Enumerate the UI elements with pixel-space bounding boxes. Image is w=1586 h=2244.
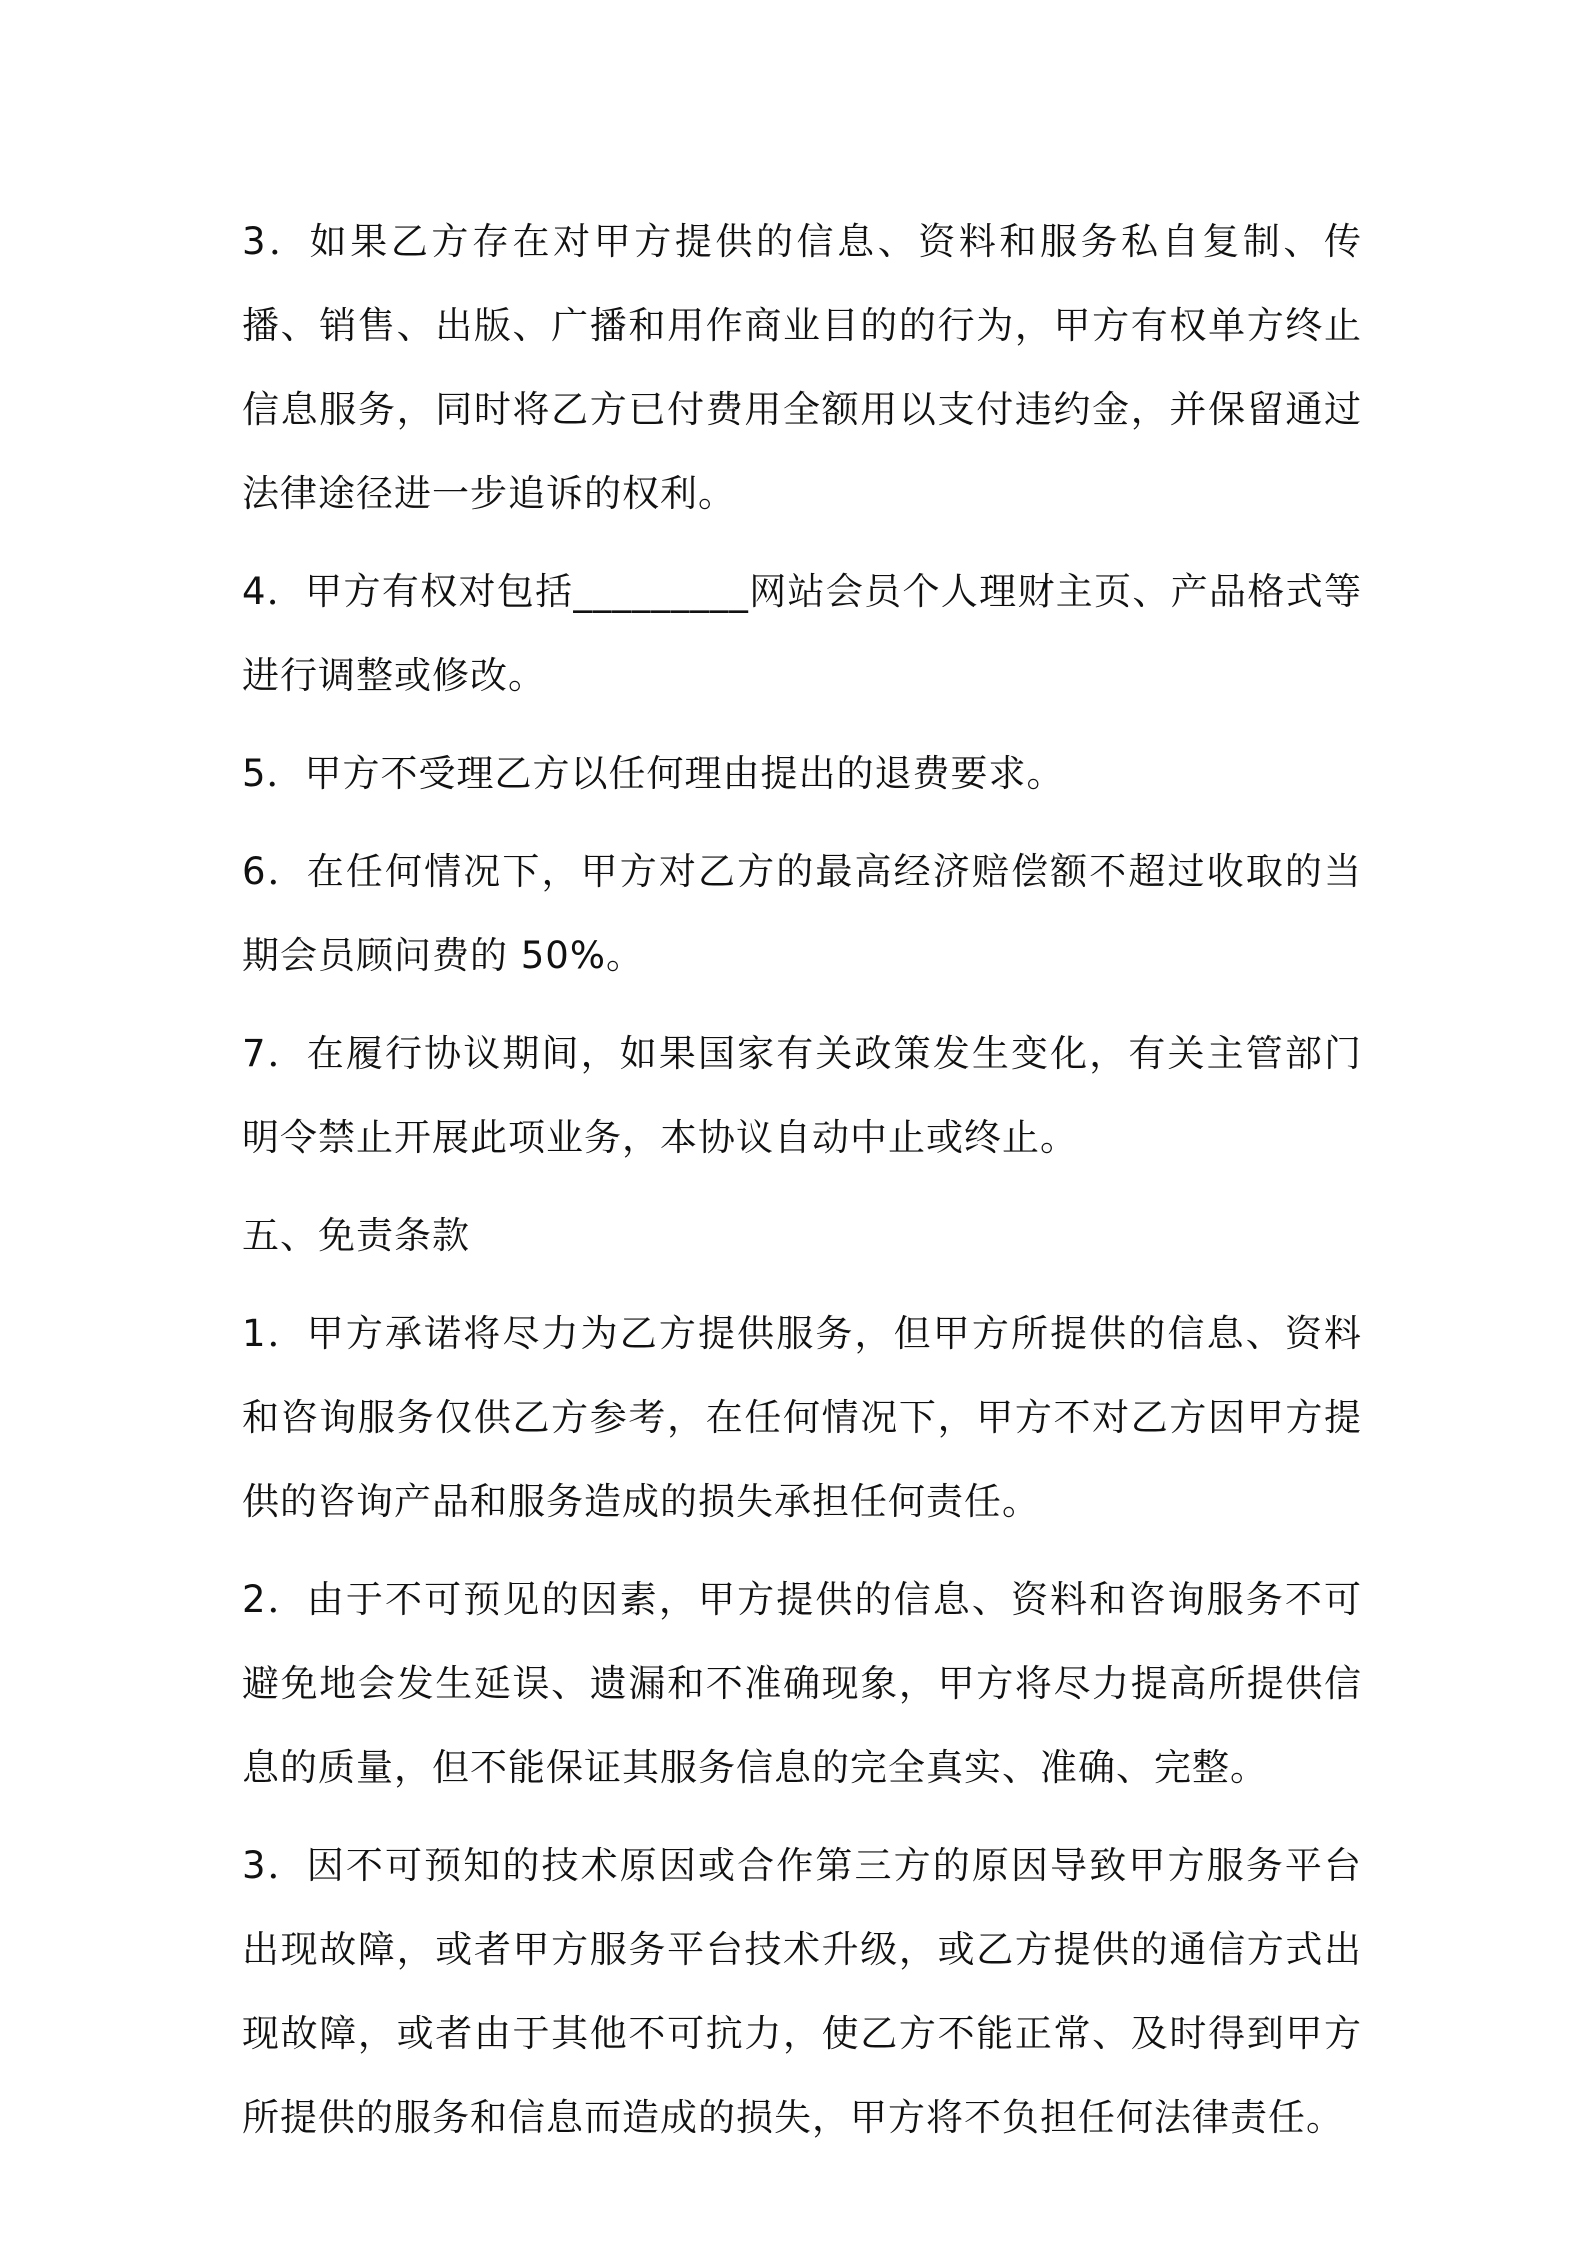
section-heading: 五、免责条款	[242, 1214, 470, 1257]
clause-3-paragraph: 3．如果乙方存在对甲方提供的信息、资料和服务私自复制、传播、销售、出版、广播和用作商业目的的行为，甲方有权单方终止信息服务，同时将乙方已付费用全额用以支付违约金，并保留通过法律途径进一步追诉的权利。	[242, 220, 1362, 515]
document-body	[242, 200, 1362, 2174]
clause-4-paragraph: 4．甲方有权对包括_________网站会员个人理财主页、产品格式等进行调整或修改。	[242, 570, 1362, 697]
disclaimer-clause-3: 3．因不可预知的技术原因或合作第三方的原因导致甲方服务平台出现故障，或者甲方服务平台技术升级，或乙方提供的通信方式出现故障，或者由于其他不可抗力，使乙方不能正常、及时得到甲方所提供的服务和信息而造成的损失，甲方将不负担任何法律责任。	[242, 1844, 1362, 2139]
clause-6-paragraph: 6．在任何情况下，甲方对乙方的最高经济赔偿额不超过收取的当期会员顾问费的 50%。	[242, 850, 1362, 977]
disclaimer-clause-1: 1．甲方承诺将尽力为乙方提供服务，但甲方所提供的信息、资料和咨询服务仅供乙方参考，在任何情况下，甲方不对乙方因甲方提供的咨询产品和服务造成的损失承担任何责任。	[242, 1312, 1362, 1523]
disclaimer-clause-2: 2．由于不可预见的因素，甲方提供的信息、资料和咨询服务不可避免地会发生延误、遗漏和不准确现象，甲方将尽力提高所提供信息的质量，但不能保证其服务信息的完全真实、准确、完整。	[242, 1578, 1362, 1789]
clause-5-paragraph: 5．甲方不受理乙方以任何理由提出的退费要求。	[242, 752, 1065, 795]
clause-7-paragraph: 7．在履行协议期间，如果国家有关政策发生变化，有关主管部门明令禁止开展此项业务，本协议自动中止或终止。	[242, 1032, 1362, 1159]
